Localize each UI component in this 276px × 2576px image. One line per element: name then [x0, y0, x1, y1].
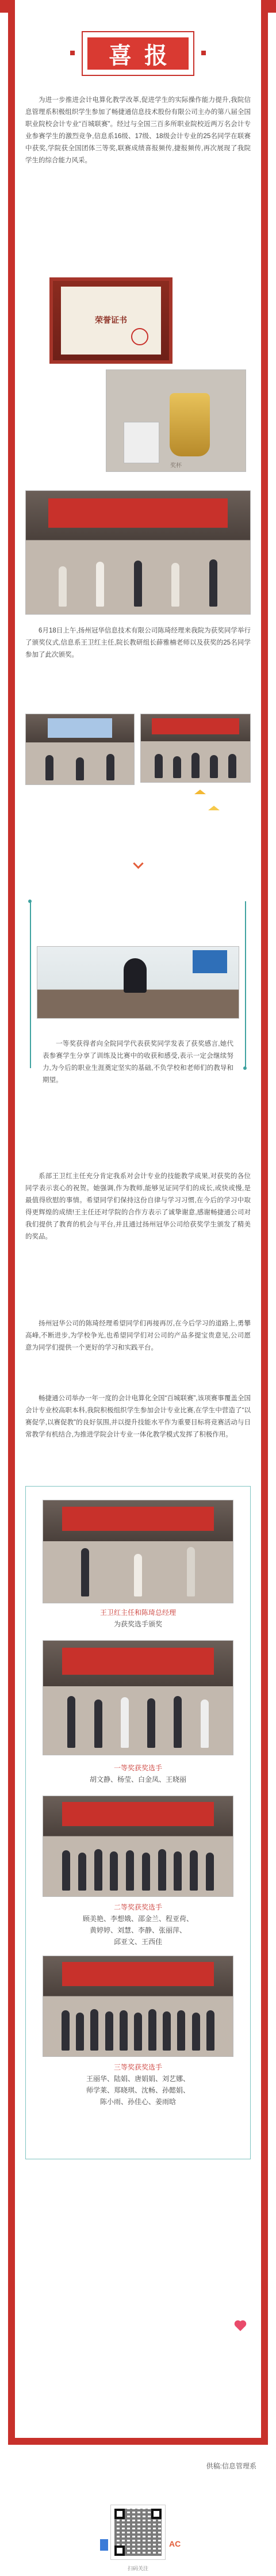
second-prize-photo	[43, 1796, 233, 1897]
ceremony-photo-left	[25, 714, 135, 785]
certificate-photo	[49, 277, 172, 364]
caption-third-prize-names-2: 师学莱、郑晓琪、沈畅、孙懿娟、	[86, 2086, 190, 2094]
caption-third-prize-names-3: 陈小雨、孙佳心、姜雨晗	[99, 2098, 176, 2106]
projector-screen	[48, 718, 113, 738]
speech-photo	[37, 946, 239, 1019]
book-icon	[100, 2539, 108, 2551]
wall-screen	[193, 950, 227, 973]
caption-second-prize-names-1: 顾美艳、李想娥、邵金兰、程亚荷、	[82, 1915, 193, 1923]
title-badge	[82, 31, 194, 76]
caption-first-prize-names: 胡文静、杨莹、白金凤、王晓丽	[89, 1775, 186, 1784]
qr-finder-icon	[151, 2509, 162, 2519]
trophy-cup-icon	[170, 393, 210, 456]
ceremony-people	[44, 550, 232, 607]
caption-third-prize-names-1: 王丽华、陆娟、唐娟娟、刘艺娜、	[86, 2075, 190, 2083]
ceremony-group-photo	[25, 490, 251, 615]
caption-first-prize-title: 一等奖获奖选手	[113, 1764, 162, 1772]
trophy-label: 奖杯	[170, 463, 182, 469]
caption-second-prize-title: 二等奖获奖选手	[113, 1903, 162, 1911]
ceremony-banner	[48, 498, 228, 528]
paragraph-director-remarks: 系部王卫红主任充分肯定我系对会计专业的技能教学成果,对获奖的各位同学表示衷心的祝贺。她强调,作为教师,能够见证同学们的成长,或快或慢,是最值得欣慰的事情。希望同学们保持这份自律与学习习惯,在今后的学习中取得更辉煌的成绩!王主任还对学院的合作方表示了诚挚谢意,感谢畅捷通公司对我们提供了教育的机会与平台,并且通过扬州冠华公司给获奖学生颁发了精美的奖品。	[25, 1173, 251, 1240]
trophy-photo	[106, 369, 246, 472]
yellow-bird-icon	[208, 806, 220, 810]
title-decoration-right	[201, 51, 206, 55]
qr-code[interactable]	[110, 2505, 166, 2560]
qr-finder-icon	[114, 2509, 125, 2519]
title-decoration-left	[70, 51, 75, 55]
page-title: 喜报	[109, 43, 180, 68]
teal-dot	[243, 1066, 247, 1070]
article-source: 供稿:信息管理系	[206, 2462, 256, 2470]
teal-bracket-right	[245, 901, 246, 1068]
caption-second-prize-names-3: 邱亚文、王西佳	[113, 1938, 162, 1946]
qr-caption: 扫码关注	[127, 2566, 148, 2571]
ceremony-photo-right	[140, 714, 251, 783]
paragraph-winner-speech: 一等奖获得者向全院同学代表获奖同学发表了获奖感言,她代表参赛学生分享了训练及比赛中的收获和感受,表示一定会继续努力,为今后的职业生涯奠定坚实的基础,不负学校和老师们的教导和期望。	[43, 1041, 233, 1084]
caption-third-prize-title: 三等奖获奖选手	[113, 2063, 162, 2071]
award-frame	[124, 422, 159, 463]
teal-bracket-left	[30, 901, 31, 1068]
certificate-label: 荣誉证书	[95, 315, 127, 325]
first-prize-photo	[43, 1640, 233, 1755]
caption-presentation-sub: 为获奖选手颁奖	[113, 1620, 162, 1628]
paragraph-competition-summary: 畅捷通公司举办一年一度的会计电算化全国“百城联赛”,该项赛事覆盖全国会计专业校高职本科,我院积极组织学生参加会计专业比赛,在学生中营造了“以赛促学,以赛促教”的良好氛围,并以提升技能水平作为重要目标将竞赛活动与日常教学有机结合,为推进学院会计专业一体化教学模式发挥了积极作用。	[25, 1395, 251, 1438]
paragraph-ceremony: 6月18日上午,扬州冠华信息技术有限公司陈琦经理来我院为获奖同学举行了颁奖仪式,信息系王卫红主任,院长教研组长薛雅楠老师以及获奖的25名同学参加了此次颁奖。	[25, 627, 251, 658]
certificate-seal-icon	[131, 328, 148, 345]
paragraph-manager-remarks: 扬州冠华公司的陈琦经理希望同学们再接再厉,在今后学习的道路上,勇攀高峰,不断进步,为学校争光,也希望同学们对公司的产品多提宝贵意见,公司愿意为同学们提供一个更好的学习和实践平台。	[25, 1320, 251, 1351]
paragraph-intro: 为进一步推进会计电算化教学改革,促进学生的实际操作能力提升,我院信息管理系积极组织学生参加了畅捷通信息技术股份有限公司主办的第八届全国职业院校会计专业“百城联赛”。经过与全国三百多所职业院校近两万名会计专业参赛学生的激烈竞争,信息系16级、17级、18级会计专业的25名同学在联赛中获奖,学院获全国团体三等奖,联赛成绩喜报频传,捷报频传,再次展现了我院学生的综合能力风采。	[25, 97, 251, 164]
award-presentation-photo	[43, 1500, 233, 1603]
yellow-bird-icon	[194, 790, 206, 794]
speaker-figure	[124, 958, 147, 993]
title-badge-inner	[87, 37, 189, 70]
abc-letters-icon: AC	[169, 2539, 181, 2548]
caption-presentation-title: 王卫红主任和陈琦总经理	[99, 1609, 176, 1617]
third-prize-photo	[43, 1956, 233, 2057]
teal-dot	[28, 900, 32, 903]
qr-finder-icon	[114, 2545, 125, 2556]
caption-second-prize-names-2: 黄婷婷、刘慧、李静、张丽萍、	[89, 1926, 186, 1934]
